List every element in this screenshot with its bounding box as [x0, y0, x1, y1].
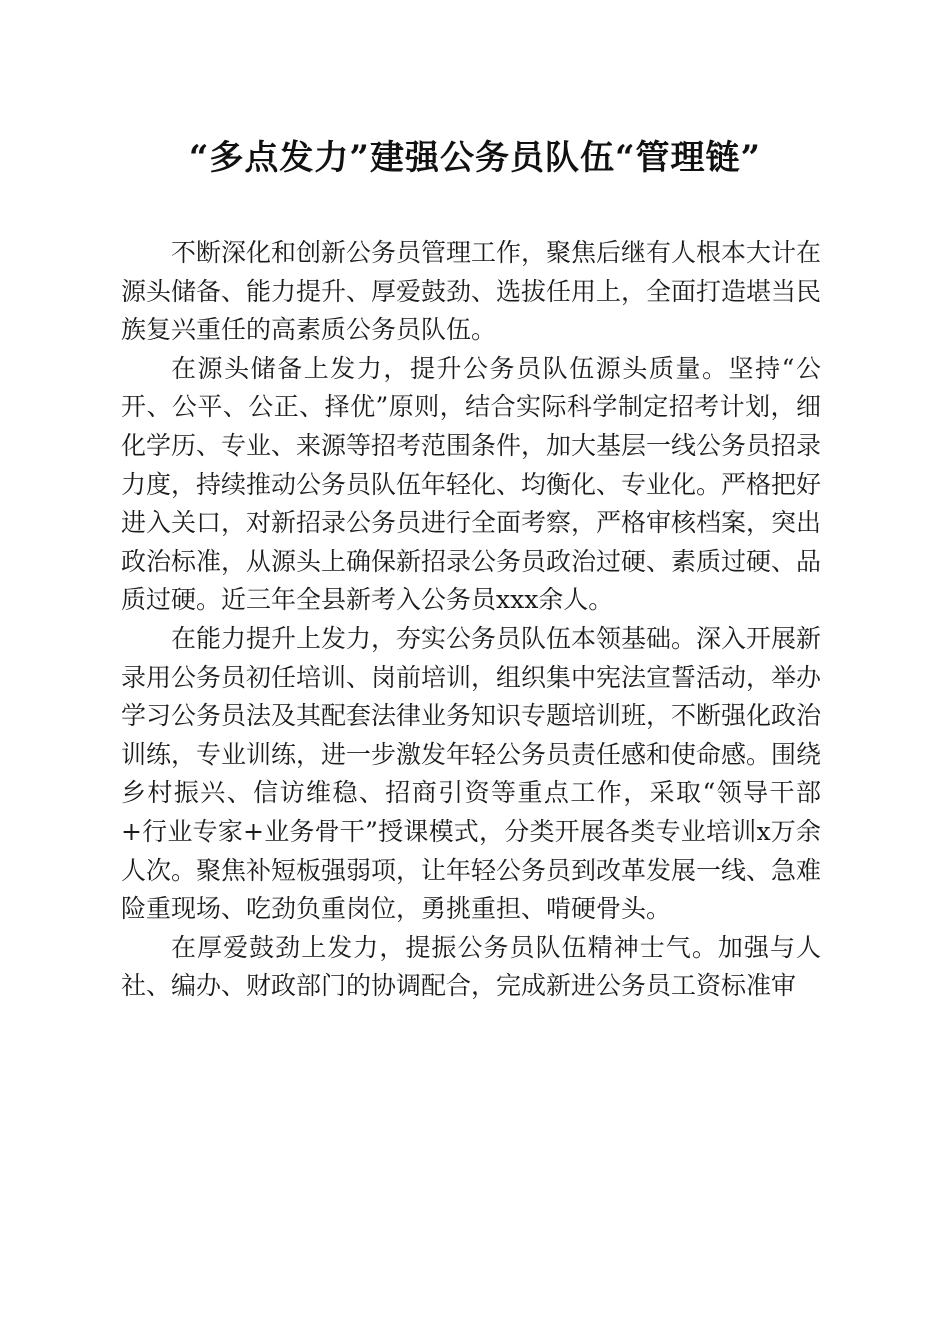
paragraph-intro: 不断深化和创新公务员管理工作，聚焦后继有人根本大计在源头储备、能力提升、厚爱鼓劲、选拔任用上，全面打造堪当民族复兴重任的高素质公务员队伍。: [121, 238, 822, 345]
paragraph-capability: 在能力提升上发力，夯实公务员队伍本领基础。深入开展新录用公务员初任培训、岗前培训，组织集中宪法宣誓活动，举办学习公务员法及其配套法律业务知识专题培训班，不断强化政治训练，专业训练，进一步激发年轻公务员责任感和使命感。围绕乡村振兴、信访维稳、招商引资等重点工作，采取“领导干部+行业专家+业务骨干”授课模式，分类开展各类专业培训x万余人次。聚焦补短板强弱项，让年轻公务员到改革发展一线、急难险重现场、吃劲负重岗位，勇挑重担、啃硬骨头。: [121, 623, 822, 924]
document-title: “多点发力”建强公务员队伍“管理链”: [188, 138, 762, 178]
paragraph-source-reserve: 在源头储备上发力，提升公务员队伍源头质量。坚持“公开、公平、公正、择优”原则，结合实际科学制定招考计划，细化学历、专业、来源等招考范围条件，加大基层一线公务员招录力度，持续推动公务员队伍年轻化、均衡化、专业化。严格把好进入关口，对新招录公务员进行全面考察，严格审核档案，突出政治标准，从源头上确保新招录公务员政治过硬、素质过硬、品质过硬。近三年全县新考入公务员xxx余人。: [121, 353, 822, 615]
paragraph-encouragement: 在厚爱鼓劲上发力，提振公务员队伍精神士气。加强与人社、编办、财政部门的协调配合，完成新进公务员工资标准审: [121, 932, 821, 1001]
document-body: [121, 234, 821, 1006]
